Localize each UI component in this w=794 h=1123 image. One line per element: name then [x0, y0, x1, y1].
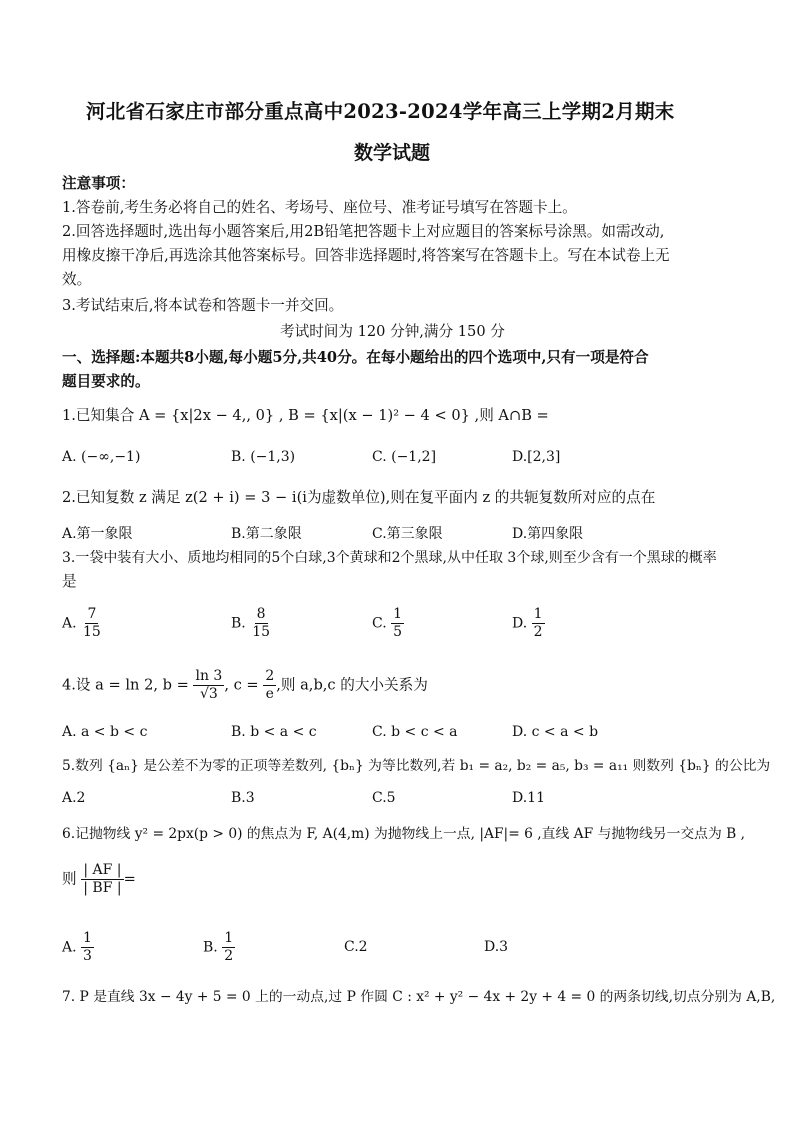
option-label: B. — [231, 615, 246, 632]
question-3-option-a — [62, 606, 103, 641]
question-2-option-c: C.第三象限 — [372, 526, 443, 542]
notice-item-1: 1.答卷前,考生务必将自己的姓名、考场号、座位号、准考证号填写在答题卡上。 — [62, 199, 577, 216]
question-1-option-d: D.[2,3] — [512, 449, 561, 465]
question-6-option-b — [203, 930, 235, 965]
option-label: A. — [62, 615, 77, 632]
question-5-stem: 5.数列 {aₙ} 是公差不为零的正项等差数列, {bₙ} 为等比数列,若 b₁ = a₂, b₂ = a₅, b₃ = a₁₁ 则数列 {bₙ} 的公比为 — [62, 758, 771, 774]
question-3-option-b — [231, 606, 272, 641]
question-6-option-a — [62, 930, 94, 965]
exam-title: 河北省石家庄市部分重点高中2023-2024学年高三上学期2月期末 — [86, 100, 675, 123]
question-5-option-d: D.11 — [512, 790, 545, 806]
question-4-option-d: D. c < a < b — [512, 724, 599, 740]
fraction-denominator: 5 — [393, 624, 403, 640]
fraction — [81, 606, 103, 641]
fraction-denominator: 3 — [83, 948, 92, 964]
question-6-stem-cont — [62, 862, 136, 897]
fraction-numerator: 2 — [265, 668, 275, 684]
notice-item-2: 2.回答选择题时,选出每小题答案后,用2B铅笔把答题卡上对应题目的答案标号涂黑。如需改动, — [62, 223, 665, 240]
fraction-numerator: | AF | — [83, 862, 122, 878]
stem-text: ,则 a,b,c 的大小关系为 — [276, 676, 428, 694]
question-4-option-a: A. a < b < c — [62, 724, 148, 740]
fraction-denominator: 15 — [83, 624, 101, 640]
stem-text: 则 — [62, 870, 77, 888]
fraction — [391, 606, 404, 641]
option-label: C. — [372, 615, 387, 632]
notice-item-2-end: 效。 — [62, 271, 92, 288]
question-5-option-b: B.3 — [231, 790, 255, 806]
question-1-option-c: C. (−1,2] — [372, 449, 437, 465]
notice-item-3: 3.考试结束后,将本试卷和答题卡一并交回。 — [62, 297, 344, 314]
question-5-option-a: A.2 — [62, 790, 86, 806]
question-4-option-c: C. b < c < a — [372, 724, 458, 740]
section-heading-cont: 题目要求的。 — [62, 373, 150, 390]
fraction-denominator: 2 — [533, 624, 543, 640]
question-1-option-b: B. (−1,3) — [231, 449, 296, 465]
fraction — [250, 606, 272, 641]
fraction-denominator: √3 — [200, 686, 218, 702]
question-3-stem: 3.一袋中装有大小、质地均相同的5个白球,3个黄球和2个黑球,从中任取 3个球,则至少含有一个黑球的概率 — [62, 550, 717, 566]
question-6-stem: 6.记抛物线 y² = 2px(p > 0) 的焦点为 F, A(4,m) 为抛物线上一点, |AF|= 6 ,直线 AF 与抛物线另一交点为 B , — [62, 826, 746, 842]
fraction-denominator: 15 — [252, 624, 271, 640]
question-1-stem: 1.已知集合 A = {x|2x − 4,, 0} , B = {x|(x − 1)² − 4 < 0} ,则 A∩B = — [62, 407, 549, 424]
question-6-option-d: D.3 — [484, 939, 509, 955]
fraction — [193, 668, 224, 703]
fraction-numerator: ln 3 — [195, 668, 223, 684]
option-label: B. — [203, 939, 218, 956]
option-label: D. — [512, 615, 528, 632]
question-3-stem-cont: 是 — [62, 573, 77, 590]
notice-heading: 注意事项： — [62, 175, 135, 192]
fraction — [222, 930, 235, 965]
question-4-stem — [62, 668, 428, 703]
question-5-option-c: C.5 — [372, 790, 396, 806]
exam-time-line: 考试时间为 120 分钟,满分 150 分 — [280, 323, 505, 340]
fraction-numerator: 1 — [83, 930, 92, 946]
stem-text: , c = — [224, 676, 259, 694]
exam-subtitle: 数学试题 — [354, 142, 431, 164]
fraction-denominator: | BF | — [83, 880, 122, 896]
fraction-numerator: 7 — [87, 606, 97, 622]
fraction-numerator: 8 — [256, 606, 266, 622]
fraction — [263, 668, 276, 703]
section-heading: 一、选择题:本题共8小题,每小题5分,共40分。在每小题给出的四个选项中,只有一项是符合 — [62, 349, 649, 366]
question-6-option-c: C.2 — [344, 939, 368, 955]
question-2-option-a: A.第一象限 — [62, 526, 133, 542]
question-2-option-d: D.第四象限 — [512, 526, 584, 542]
option-label: A. — [62, 939, 77, 956]
fraction — [81, 862, 123, 897]
fraction-denominator: 2 — [224, 948, 234, 964]
question-4-option-b: B. b < a < c — [231, 724, 317, 740]
notice-item-2-cont: 用橡皮擦干净后,再选涂其他答案标号。回答非选择题时,将答案写在答题卡上。写在本试卷上无 — [62, 247, 670, 264]
fraction-denominator: e — [265, 686, 274, 702]
question-2-stem: 2.已知复数 z 满足 z(2 + i) = 3 − i(i为虚数单位),则在复平面内 z 的共轭复数所对应的点在 — [62, 489, 656, 506]
question-1-option-a: A. (−∞,−1) — [62, 449, 141, 465]
fraction-numerator: 1 — [224, 930, 234, 946]
question-7-stem: 7. P 是直线 3x − 4y + 5 = 0 上的一动点,过 P 作圆 C : x² + y² − 4x + 2y + 4 = 0 的两条切线,切点分别为 A,B, — [62, 989, 776, 1005]
fraction-numerator: 1 — [533, 606, 543, 622]
stem-text: = — [123, 870, 136, 888]
question-2-option-b: B.第二象限 — [231, 526, 302, 542]
question-3-option-d — [512, 606, 545, 641]
fraction-numerator: 1 — [393, 606, 403, 622]
question-3-option-c — [372, 606, 404, 641]
stem-text: 4.设 a = ln 2, b = — [62, 676, 189, 694]
fraction — [532, 606, 545, 641]
fraction — [81, 930, 94, 965]
